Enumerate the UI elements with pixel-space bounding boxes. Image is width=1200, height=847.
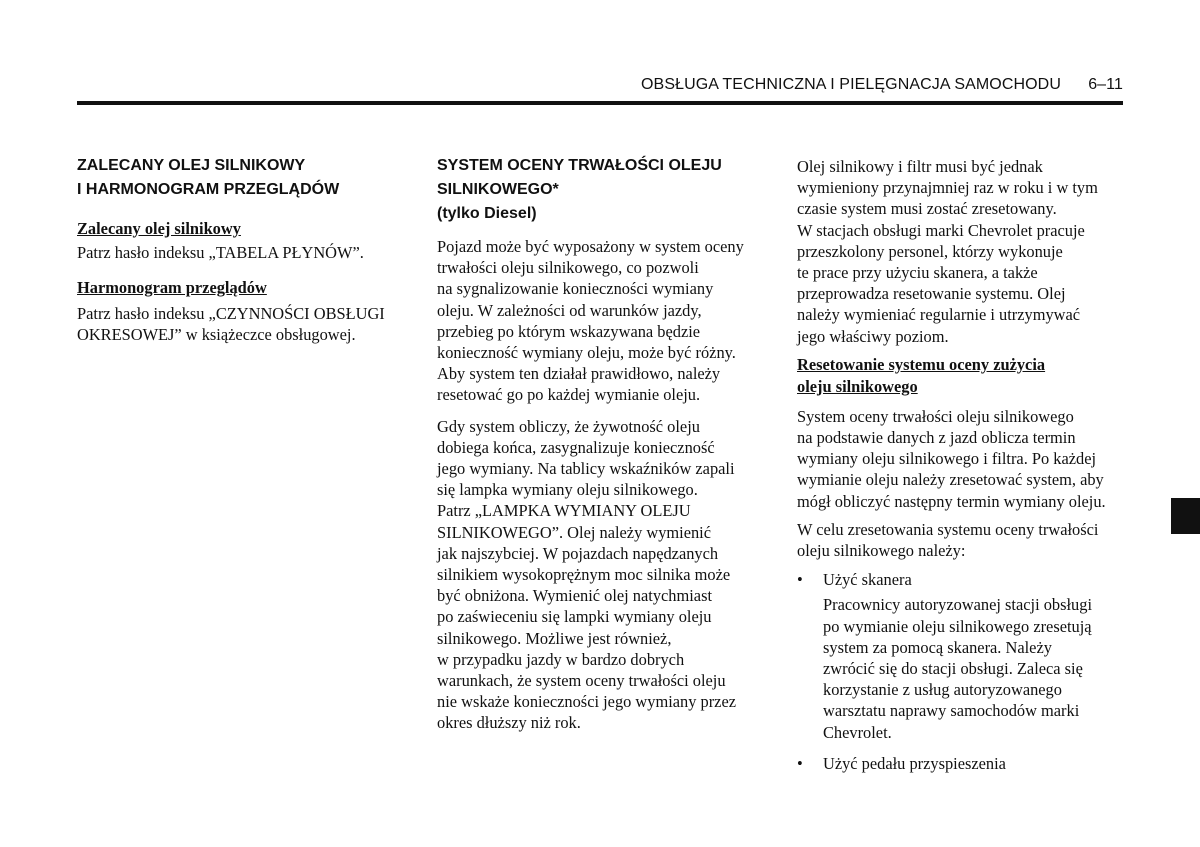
- column-1: [77, 154, 402, 346]
- bullet-icon: •: [797, 753, 803, 773]
- heading-line: ZALECANY OLEJ SILNIKOWY: [77, 157, 306, 174]
- paragraph-oil-life-intro: Pojazd może być wyposażony w system oceny trwałości oleju silnikowego, co pozwoli na sygnalizowanie konieczności wymiany oleju. W zależności od warunków jazdy, przebieg po którym wskazywana będzie konieczność wymiany oleju, może być różny. Aby system ten działał prawidłowo, należy resetować go po każdej wymianie oleju.: [437, 237, 744, 405]
- bullet-title: Użyć skanera: [823, 570, 912, 590]
- paragraph-maintenance-ref: Patrz hasło indeksu „CZYNNOŚCI OBSŁUGI OKRESOWEJ” w książeczce obsługowej.: [77, 304, 385, 345]
- running-header: [77, 76, 1123, 96]
- chapter-thumb-tab: [1171, 498, 1200, 534]
- section-title: OBSŁUGA TECHNICZNA I PIELĘGNACJA SAMOCHODU: [641, 76, 1061, 93]
- paragraph-reset-explanation: System oceny trwałości oleju silnikowego na podstawie danych z jazd oblicza termin wymiany oleju silnikowego i filtra. Po każdej wymianie oleju należy zresetować system, aby mógł obliczyć następny termin wymiany oleju.: [797, 406, 1106, 511]
- column-3: [797, 156, 1127, 774]
- header-rule: [77, 101, 1123, 105]
- heading-line: I HARMONOGRAM PRZEGLĄDÓW: [77, 181, 340, 198]
- paragraph-reset-intro: W celu zresetowania systemu oceny trwałości oleju silnikowego należy:: [797, 519, 1099, 561]
- list-item-scanner: • Użyć skanera Pracownicy autoryzowanej stacji obsługi po wymianie oleju silnikowego zresetują system za pomocą skanera. Należy zwrócić się do stacji obsługi. Zaleca się korzystanie z usług autoryzowanego warsztatu naprawy samochodów marki Chevrolet.: [797, 569, 1127, 743]
- subheading-recommended-oil: Zalecany olej silnikowy: [77, 219, 241, 238]
- paragraph-oil-change-warning: Gdy system obliczy, że żywotność oleju dobiega końca, zasygnalizuje konieczność jego wymiany. Na tablicy wskaźników zapali się lampka wymiany oleju silnikowego. Patrz „LAMPKA WYMIANY OLEJU SILNIKOWEGO”. Olej należy wymienić jak najszybciej. W pojazdach napędzanych silnikiem wysokoprężnym moc silnika może być obniżona. Wymienić olej natychmiast po zaświeceniu się lampki wymiany oleju silnikowego. Możliwe jest również, w przypadku jazdy w bardzo dobrych warunkach, że system oceny trwałości oleju nie wskaże konieczności jego wymiany przez okres dłuższy niż rok.: [437, 416, 737, 733]
- column-2: [437, 154, 767, 734]
- subheading-reset-oil-life: Resetowanie systemu oceny zużycia oleju silnikowego: [797, 354, 1046, 396]
- subheading-maintenance-schedule: Harmonogram przeglądów: [77, 278, 267, 298]
- heading-recommended-oil-and-schedule: [77, 154, 402, 202]
- paragraph-annual-change: Olej silnikowy i filtr musi być jednak wymieniony przynajmniej raz w roku i w tym czasie system musi zostać zresetowany. W stacjach obsługi marki Chevrolet pracuje przeszkolony personel, którzy wykonuje te prace przy użyciu skanera, a także przeprowadza resetowanie systemu. Olej należy wymieniać regularnie i utrzymywać jego właściwy poziom.: [797, 157, 1098, 346]
- paragraph-fluid-table-ref: Patrz hasło indeksu „TABELA PŁYNÓW”.: [77, 243, 364, 262]
- page-number: 6–11: [1088, 76, 1123, 93]
- bullet-icon: •: [797, 570, 803, 590]
- bullet-title: Użyć pedału przyspieszenia: [823, 753, 1006, 773]
- list-item-accelerator-pedal: [797, 753, 1127, 774]
- heading-oil-life-system: SYSTEM OCENY TRWAŁOŚCI OLEJU SILNIKOWEGO* (tylko Diesel): [437, 157, 722, 222]
